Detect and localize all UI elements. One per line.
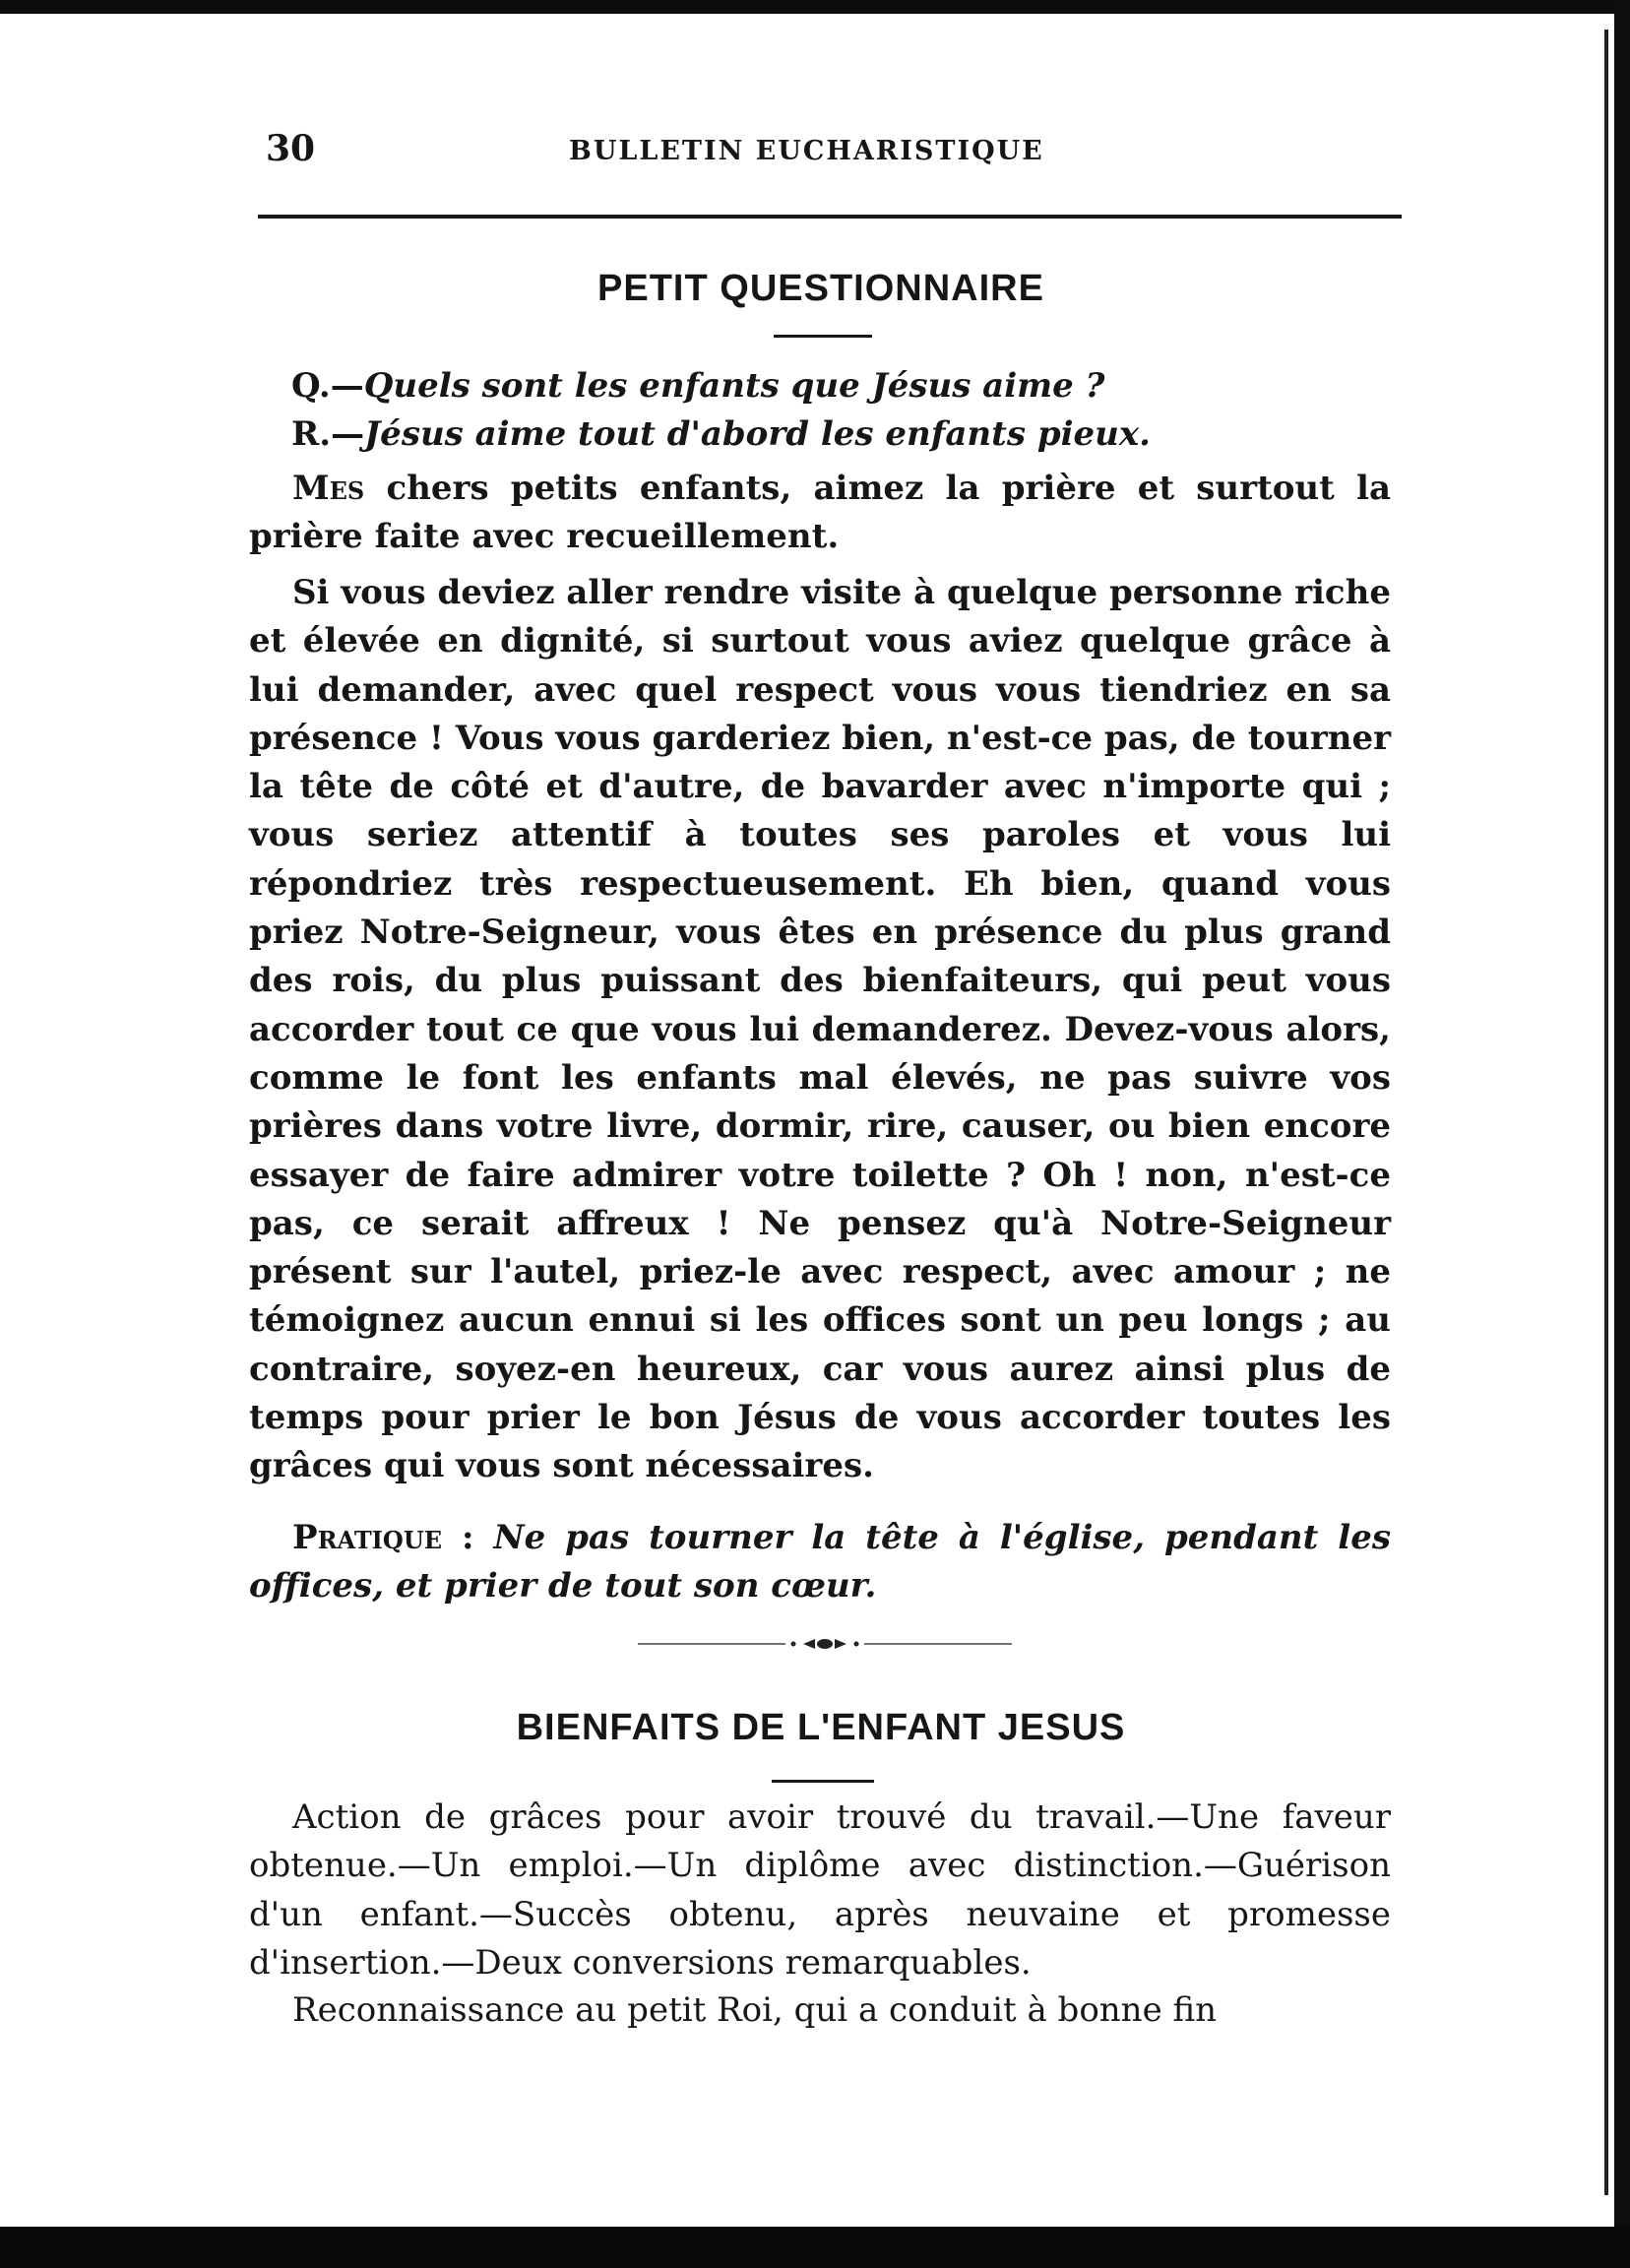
bienfaits-text: Action de grâces pour avoir trouvé du travail.—Une faveur obtenue.—Un emploi.—Un diplôme avec distinction.—Guérison d'un enfant.—Succès obtenu, après neuvaine et promesse d'insertion.—Deux conversions remarquables. <box>249 1797 1391 1983</box>
running-head <box>244 108 1398 167</box>
title-underline <box>772 1780 874 1783</box>
answer-line <box>291 410 1384 459</box>
paragraph-main <box>249 569 1391 1491</box>
section-title-questionnaire: PETIT QUESTIONNAIRE <box>597 268 1044 309</box>
bienfaits-paragraph <box>249 1794 1391 1987</box>
question-line <box>291 362 1384 410</box>
answer-text: Jésus aime tout d'abord les enfants pieux. <box>364 414 1151 454</box>
book-page <box>244 108 1398 2030</box>
practice-paragraph <box>249 1514 1391 1611</box>
answer-label: R.— <box>291 414 365 454</box>
question-label: Q.— <box>291 366 364 406</box>
page-edge-line <box>1604 30 1608 2195</box>
practice-text: Ne pas tourner la tête à l'église, pendant les offices, et prier de tout son cœur. <box>249 1518 1391 1606</box>
running-title: BULLETIN EUCHARISTIQUE <box>569 136 1044 166</box>
page-number: 30 <box>266 128 316 169</box>
bienfaits-paragraph-2 <box>249 1986 1391 2035</box>
title-underline <box>774 335 872 338</box>
scan-border-bottom <box>0 2227 1630 2268</box>
header-rule <box>258 215 1402 219</box>
practice-label: Pratique : <box>292 1518 474 1557</box>
para-intro-text: chers petits enfants, aimez la prière et surtout la prière faite avec recueillement. <box>249 469 1391 557</box>
para-main-text: Si vous deviez aller rendre visite à quelque personne riche et élevée en dignité, si surtout vous aviez quelque grâce à lui demander, avec quel respect vous vous tiendriez en sa présence ! Vous vous garderiez bien, n'est-ce pas, de tourner la tête de côté et d'autre, de bavarder avec n'importe qui ; vous seriez attentif à toutes ses paroles et vous lui répondriez très respectueusement. Eh bien, quand vous priez Notre-Seigneur, vous êtes en présence du plus grand des rois, du plus puissant des bienfaiteurs, qui peut vous accorder tout ce que vous lui demanderez. Devez-vous alors, comme le font les enfants mal élevés, ne pas suivre vos prières dans votre livre, dormir, rire, causer, ou bien encore essayer de faire admirer votre toilette ? Oh ! non, n'est-ce pas, ce serait affreux ! Ne pensez qu'à Notre-Seigneur présent sur l'autel, priez-le avec respect, avec amour ; ne témoignez aucun ennui si les offices sont un peu longs ; au contraire, soyez-en heureux, car vous aurez ainsi plus de temps pour prier le bon Jésus de vous accorder toutes les grâces qui vous sont nécessaires. <box>249 573 1391 1486</box>
question-answer-block <box>291 362 1384 459</box>
para-lead-word: Mes <box>292 469 365 508</box>
section-title-bienfaits: BIENFAITS DE L'ENFANT JESUS <box>516 1707 1126 1748</box>
question-text: Quels sont les enfants que Jésus aime ? <box>363 366 1105 406</box>
bienfaits-text-2: Reconnaissance au petit Roi, qui a conduit à bonne fin <box>292 1990 1218 2030</box>
scan-border-right <box>1614 0 1630 2268</box>
paragraph-intro <box>249 465 1391 562</box>
scan-border-top <box>0 0 1630 14</box>
ornament-divider <box>638 1634 1012 1654</box>
